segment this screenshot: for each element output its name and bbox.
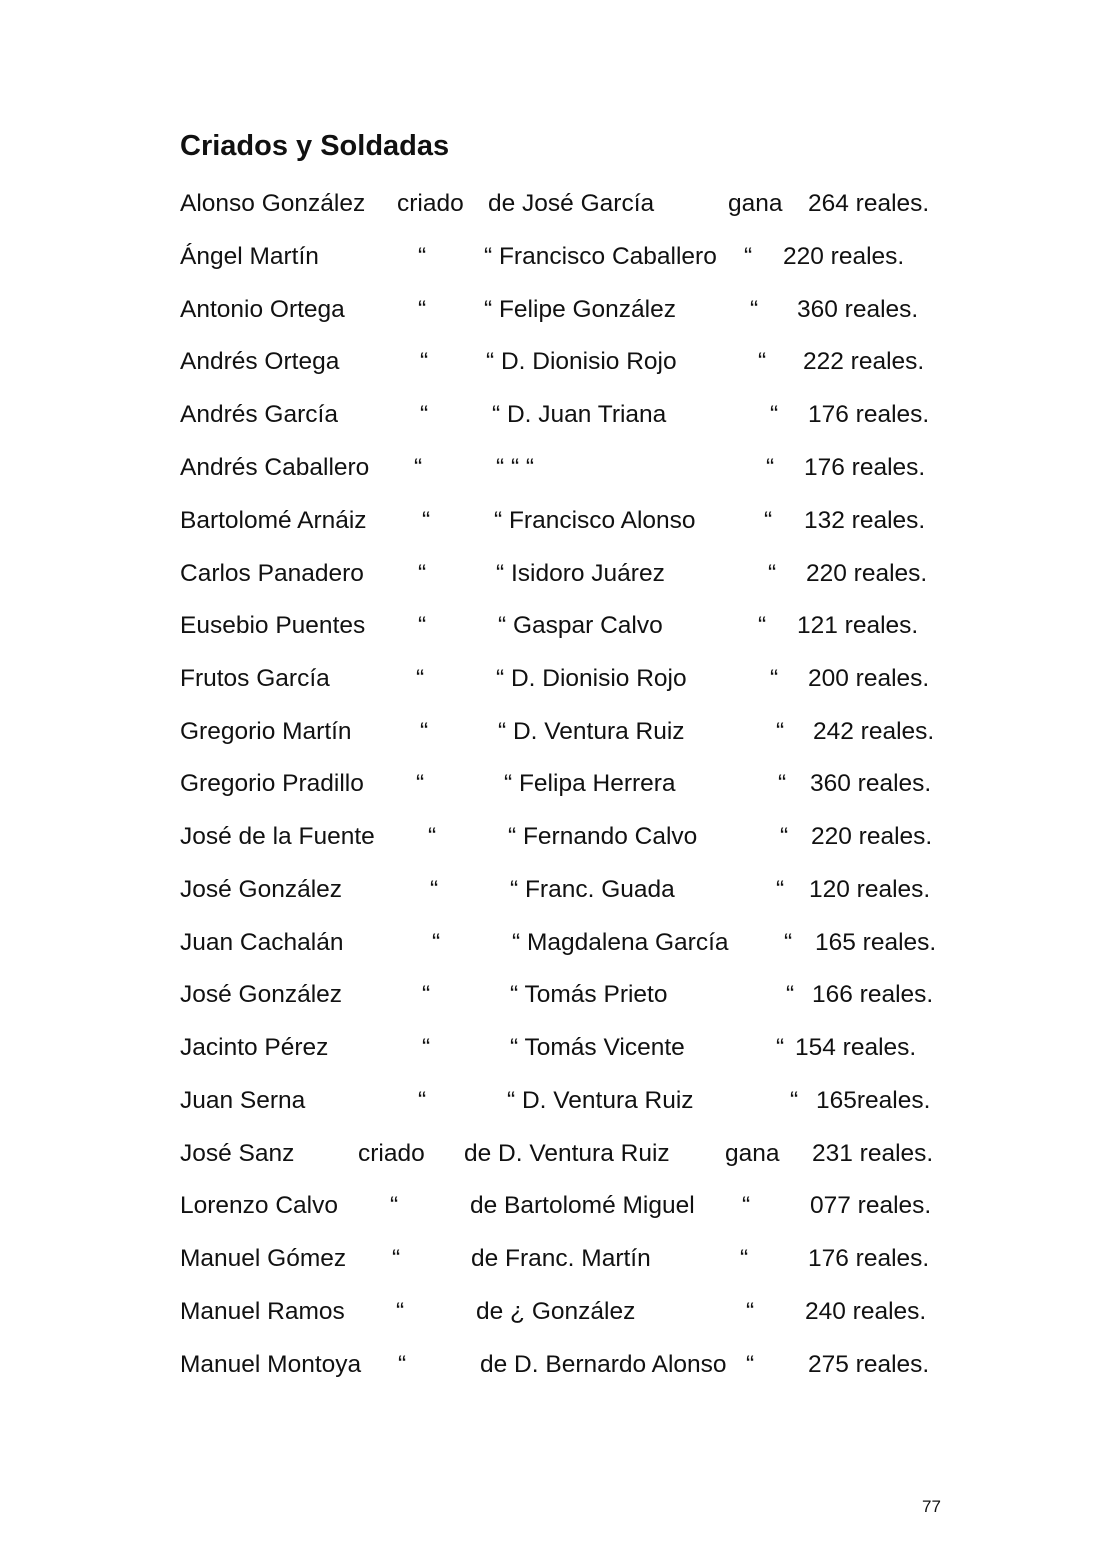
wage-amount: 240 reales. bbox=[805, 1298, 927, 1325]
verb-text: “ bbox=[742, 1192, 751, 1219]
role-text: “ bbox=[418, 1087, 427, 1114]
verb-text: “ bbox=[786, 981, 795, 1008]
table-row bbox=[0, 190, 1100, 226]
servant-name: José González bbox=[180, 876, 343, 903]
role-text: “ bbox=[392, 1245, 401, 1272]
master-text: de Bartolomé Miguel bbox=[470, 1192, 695, 1219]
servant-name: Manuel Gómez bbox=[180, 1245, 347, 1272]
verb-text: gana bbox=[728, 190, 783, 217]
verb-text: “ bbox=[790, 1087, 799, 1114]
wage-amount: 220 reales. bbox=[783, 243, 905, 270]
page-title: Criados y Soldadas bbox=[180, 130, 450, 162]
verb-text: “ bbox=[740, 1245, 749, 1272]
wage-amount: 077 reales. bbox=[810, 1192, 932, 1219]
wage-amount: 132 reales. bbox=[804, 507, 926, 534]
role-text: “ bbox=[418, 612, 427, 639]
table-row bbox=[0, 507, 1100, 543]
table-row bbox=[0, 1087, 1100, 1123]
table-row bbox=[0, 1140, 1100, 1176]
servant-name: Andrés García bbox=[180, 401, 338, 428]
table-row bbox=[0, 1034, 1100, 1070]
role-text: “ bbox=[416, 665, 425, 692]
role-text: “ bbox=[418, 560, 427, 587]
role-text: “ bbox=[420, 718, 429, 745]
role-text: “ bbox=[396, 1298, 405, 1325]
master-text: “ D. Juan Triana bbox=[492, 401, 667, 428]
verb-text: “ bbox=[766, 454, 775, 481]
servant-name: Gregorio Martín bbox=[180, 718, 352, 745]
table-row bbox=[0, 243, 1100, 279]
servant-name: Manuel Ramos bbox=[180, 1298, 345, 1325]
servant-name: Eusebio Puentes bbox=[180, 612, 366, 639]
servant-name: José González bbox=[180, 981, 343, 1008]
master-text: “ D. Dionisio Rojo bbox=[496, 665, 687, 692]
wage-amount: 165 reales. bbox=[815, 929, 937, 956]
wage-amount: 165reales. bbox=[816, 1087, 931, 1114]
wage-amount: 360 reales. bbox=[810, 770, 932, 797]
master-text: de D. Bernardo Alonso bbox=[480, 1351, 727, 1378]
servant-name: Ángel Martín bbox=[180, 243, 319, 270]
master-text: “ Fernando Calvo bbox=[508, 823, 698, 850]
verb-text: “ bbox=[778, 770, 787, 797]
master-text: “ Tomás Vicente bbox=[510, 1034, 685, 1061]
role-text: “ bbox=[422, 507, 431, 534]
master-text: de Franc. Martín bbox=[471, 1245, 651, 1272]
table-row bbox=[0, 665, 1100, 701]
servant-name: Frutos García bbox=[180, 665, 330, 692]
servant-name: Lorenzo Calvo bbox=[180, 1192, 338, 1219]
verb-text: “ bbox=[764, 507, 773, 534]
servant-name: Andrés Ortega bbox=[180, 348, 340, 375]
table-row bbox=[0, 718, 1100, 754]
verb-text: “ bbox=[776, 876, 785, 903]
wage-amount: 176 reales. bbox=[808, 1245, 930, 1272]
master-text: “ D. Ventura Ruiz bbox=[507, 1087, 694, 1114]
role-text: criado bbox=[358, 1140, 425, 1167]
role-text: “ bbox=[398, 1351, 407, 1378]
table-row bbox=[0, 612, 1100, 648]
role-text: “ bbox=[420, 401, 429, 428]
master-text: “ Isidoro Juárez bbox=[496, 560, 665, 587]
wage-amount: 120 reales. bbox=[809, 876, 931, 903]
wage-amount: 121 reales. bbox=[797, 612, 919, 639]
wage-amount: 220 reales. bbox=[811, 823, 933, 850]
verb-text: “ bbox=[744, 243, 753, 270]
wage-amount: 220 reales. bbox=[806, 560, 928, 587]
role-text: “ bbox=[418, 296, 427, 323]
wage-amount: 154 reales. bbox=[795, 1034, 917, 1061]
table-row bbox=[0, 1351, 1100, 1387]
wage-amount: 264 reales. bbox=[808, 190, 930, 217]
master-text: de D. Ventura Ruiz bbox=[464, 1140, 670, 1167]
master-text: “ Francisco Caballero bbox=[484, 243, 717, 270]
master-text: “ Francisco Alonso bbox=[494, 507, 696, 534]
master-text: de ¿ González bbox=[476, 1298, 636, 1325]
verb-text: “ bbox=[776, 1034, 785, 1061]
verb-text: “ bbox=[758, 612, 767, 639]
role-text: “ bbox=[422, 981, 431, 1008]
wage-amount: 275 reales. bbox=[808, 1351, 930, 1378]
master-text: “ Felipe González bbox=[484, 296, 677, 323]
verb-text: “ bbox=[770, 665, 779, 692]
table-row bbox=[0, 1245, 1100, 1281]
role-text: “ bbox=[390, 1192, 399, 1219]
master-text: “ Magdalena García bbox=[512, 929, 729, 956]
servant-name: Juan Serna bbox=[180, 1087, 306, 1114]
wage-amount: 360 reales. bbox=[797, 296, 919, 323]
table-row bbox=[0, 348, 1100, 384]
verb-text: gana bbox=[725, 1140, 780, 1167]
role-text: “ bbox=[432, 929, 441, 956]
master-text: “ Felipa Herrera bbox=[504, 770, 676, 797]
master-text: “ D. Dionisio Rojo bbox=[486, 348, 677, 375]
table-row bbox=[0, 296, 1100, 332]
master-text: “ “ “ bbox=[496, 454, 535, 481]
verb-text: “ bbox=[780, 823, 789, 850]
table-row bbox=[0, 401, 1100, 437]
verb-text: “ bbox=[768, 560, 777, 587]
servant-name: Jacinto Pérez bbox=[180, 1034, 329, 1061]
servant-name: Juan Cachalán bbox=[180, 929, 344, 956]
servant-name: Andrés Caballero bbox=[180, 454, 370, 481]
servant-name: Alonso González bbox=[180, 190, 366, 217]
verb-text: “ bbox=[746, 1298, 755, 1325]
table-row bbox=[0, 1298, 1100, 1334]
table-row bbox=[0, 981, 1100, 1017]
master-text: “ Tomás Prieto bbox=[510, 981, 668, 1008]
wage-amount: 222 reales. bbox=[803, 348, 925, 375]
wage-amount: 176 reales. bbox=[804, 454, 926, 481]
verb-text: “ bbox=[758, 348, 767, 375]
table-row bbox=[0, 454, 1100, 490]
role-text: “ bbox=[418, 243, 427, 270]
wage-amount: 166 reales. bbox=[812, 981, 934, 1008]
table-row bbox=[0, 560, 1100, 596]
servant-name: José Sanz bbox=[180, 1140, 295, 1167]
verb-text: “ bbox=[746, 1351, 755, 1378]
table-row bbox=[0, 823, 1100, 859]
servant-name: Gregorio Pradillo bbox=[180, 770, 364, 797]
role-text: “ bbox=[422, 1034, 431, 1061]
servant-name: Manuel Montoya bbox=[180, 1351, 362, 1378]
master-text: de José García bbox=[488, 190, 655, 217]
master-text: “ Gaspar Calvo bbox=[498, 612, 663, 639]
role-text: “ bbox=[420, 348, 429, 375]
verb-text: “ bbox=[750, 296, 759, 323]
page-number: 77 bbox=[922, 1497, 941, 1516]
role-text: criado bbox=[397, 190, 464, 217]
role-text: “ bbox=[428, 823, 437, 850]
wage-amount: 176 reales. bbox=[808, 401, 930, 428]
wage-amount: 200 reales. bbox=[808, 665, 930, 692]
master-text: “ Franc. Guada bbox=[510, 876, 675, 903]
master-text: “ D. Ventura Ruiz bbox=[498, 718, 685, 745]
table-row bbox=[0, 929, 1100, 965]
role-text: “ bbox=[414, 454, 423, 481]
table-row bbox=[0, 770, 1100, 806]
servant-name: Carlos Panadero bbox=[180, 560, 364, 587]
role-text: “ bbox=[416, 770, 425, 797]
verb-text: “ bbox=[770, 401, 779, 428]
wage-amount: 231 reales. bbox=[812, 1140, 934, 1167]
role-text: “ bbox=[430, 876, 439, 903]
verb-text: “ bbox=[784, 929, 793, 956]
wage-amount: 242 reales. bbox=[813, 718, 935, 745]
table-row bbox=[0, 876, 1100, 912]
table-row bbox=[0, 1192, 1100, 1228]
verb-text: “ bbox=[776, 718, 785, 745]
servant-name: José de la Fuente bbox=[180, 823, 375, 850]
servant-name: Bartolomé Arnáiz bbox=[180, 507, 367, 534]
servant-name: Antonio Ortega bbox=[180, 296, 345, 323]
